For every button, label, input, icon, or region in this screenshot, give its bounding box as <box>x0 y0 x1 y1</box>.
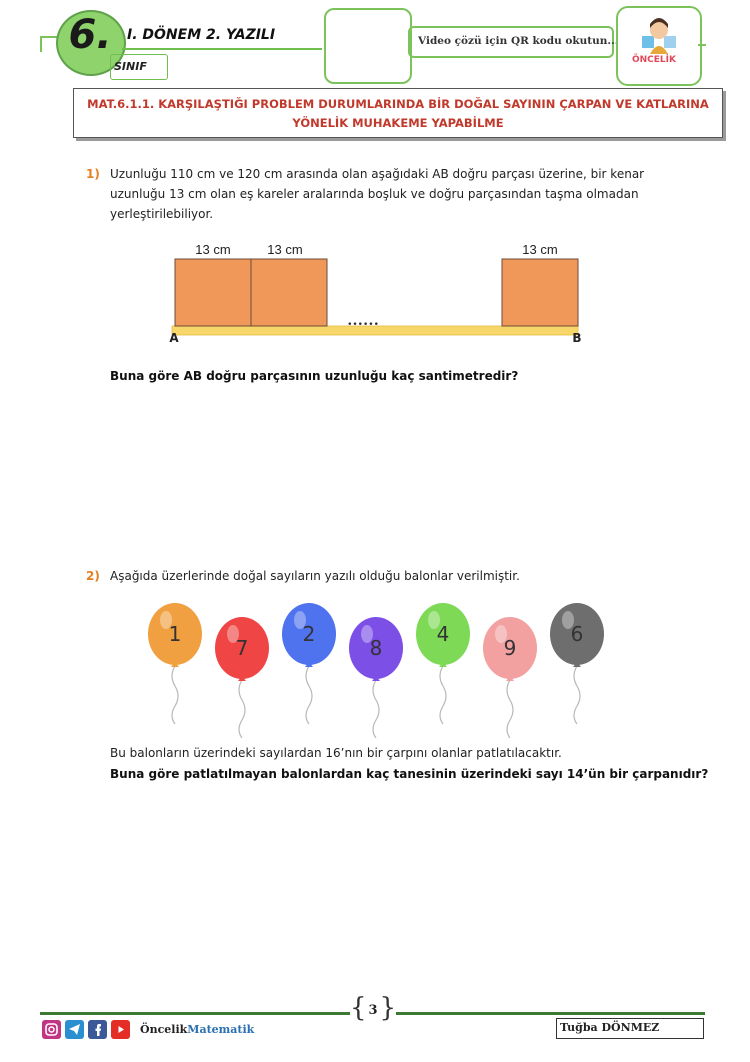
balloon-7-number: 6 <box>570 622 584 646</box>
point-b-label: B <box>572 331 582 345</box>
video-hint-text: Video çözü için QR kodu okutun... <box>418 35 619 47</box>
balloon-3-number: 2 <box>302 622 316 646</box>
square-2 <box>251 259 327 326</box>
balloon-6 <box>483 617 537 738</box>
q1-text <box>110 164 670 224</box>
q2-number: 2) <box>86 569 100 583</box>
page-bracket-left-icon: { <box>350 993 367 1023</box>
balloon-2-number: 7 <box>235 636 249 660</box>
q2-question: Buna göre patlatılmayan balonlardan kaç tanesinin üzerindeki sayı 14’ün bir çarpanıdır? <box>110 767 709 781</box>
balloon-1-number: 1 <box>168 622 182 646</box>
square-3-label: 13 cm <box>522 242 558 257</box>
q2-intro: Aşağıda üzerlerinde doğal sayıların yazılı olduğu balonlar verilmiştir. <box>110 569 520 583</box>
q1-number: 1) <box>86 167 100 181</box>
facebook-icon[interactable] <box>88 1020 107 1039</box>
square-1 <box>175 259 251 326</box>
q2-statement: Bu balonların üzerindeki sayılardan 16’nın bir çarpını olanlar patlatılacaktır. <box>110 746 562 760</box>
header-bracket <box>40 36 42 52</box>
balloon-5 <box>416 603 470 724</box>
ellipsis-dots: •••••• <box>347 320 379 330</box>
brand-prefix: Öncelik <box>140 1023 188 1036</box>
grade-number: 6. <box>68 12 112 58</box>
q1-figure <box>160 236 600 348</box>
learning-objective: MAT.6.1.1. KARŞILAŞTIĞI PROBLEM DURUMLARINDA BİR DOĞAL SAYININ ÇARPAN VE KATLARINA YÖNELİK MUHAKEME YAPABİLME <box>73 88 723 138</box>
q1-line-1: Uzunluğu 110 cm ve 120 cm arasında olan aşağıdaki AB doğru parçası üzerine, bir kenar <box>110 167 645 181</box>
balloon-1 <box>148 603 202 724</box>
balloon-4 <box>349 617 403 738</box>
telegram-icon[interactable] <box>65 1020 84 1039</box>
page-number <box>350 993 396 1030</box>
balloon-5-number: 4 <box>436 622 450 646</box>
page-bracket-right-icon: } <box>379 993 396 1023</box>
q1-line-2: uzunluğu 13 cm olan eş kareler aralarında boşluk ve doğru parçasından taşma olmadan <box>110 187 639 201</box>
exam-title: I. DÖNEM 2. YAZILI <box>127 27 276 43</box>
balloon-2 <box>215 617 269 738</box>
balloon-figure <box>140 598 620 738</box>
balloon-7 <box>550 603 604 724</box>
page-number-value: 3 <box>368 1003 378 1018</box>
qr-code-placeholder <box>324 8 412 84</box>
author-name: Tuğba DÖNMEZ <box>556 1018 704 1039</box>
point-a-label: A <box>169 331 179 345</box>
q1-question: Buna göre AB doğru parçasının uzunluğu kaç santimetredir? <box>110 369 519 383</box>
balloon-4-number: 8 <box>369 636 383 660</box>
square-2-label: 13 cm <box>267 242 303 257</box>
brand-name <box>140 1023 254 1036</box>
class-label: SINIF <box>114 60 147 73</box>
instagram-icon[interactable] <box>42 1020 61 1039</box>
teacher-avatar-icon <box>638 14 680 56</box>
brand-suffix: Matematik <box>187 1023 255 1036</box>
exam-title-underline <box>122 48 322 50</box>
square-1-label: 13 cm <box>195 242 231 257</box>
balloon-3 <box>282 603 336 724</box>
header-rule-left <box>40 36 58 38</box>
balloon-6-number: 9 <box>503 636 517 660</box>
q1-line-3: yerleştirilebiliyor. <box>110 207 214 221</box>
youtube-icon[interactable] <box>111 1020 130 1039</box>
square-3 <box>502 259 578 326</box>
logo-text: ÖNCELİK <box>632 55 676 65</box>
